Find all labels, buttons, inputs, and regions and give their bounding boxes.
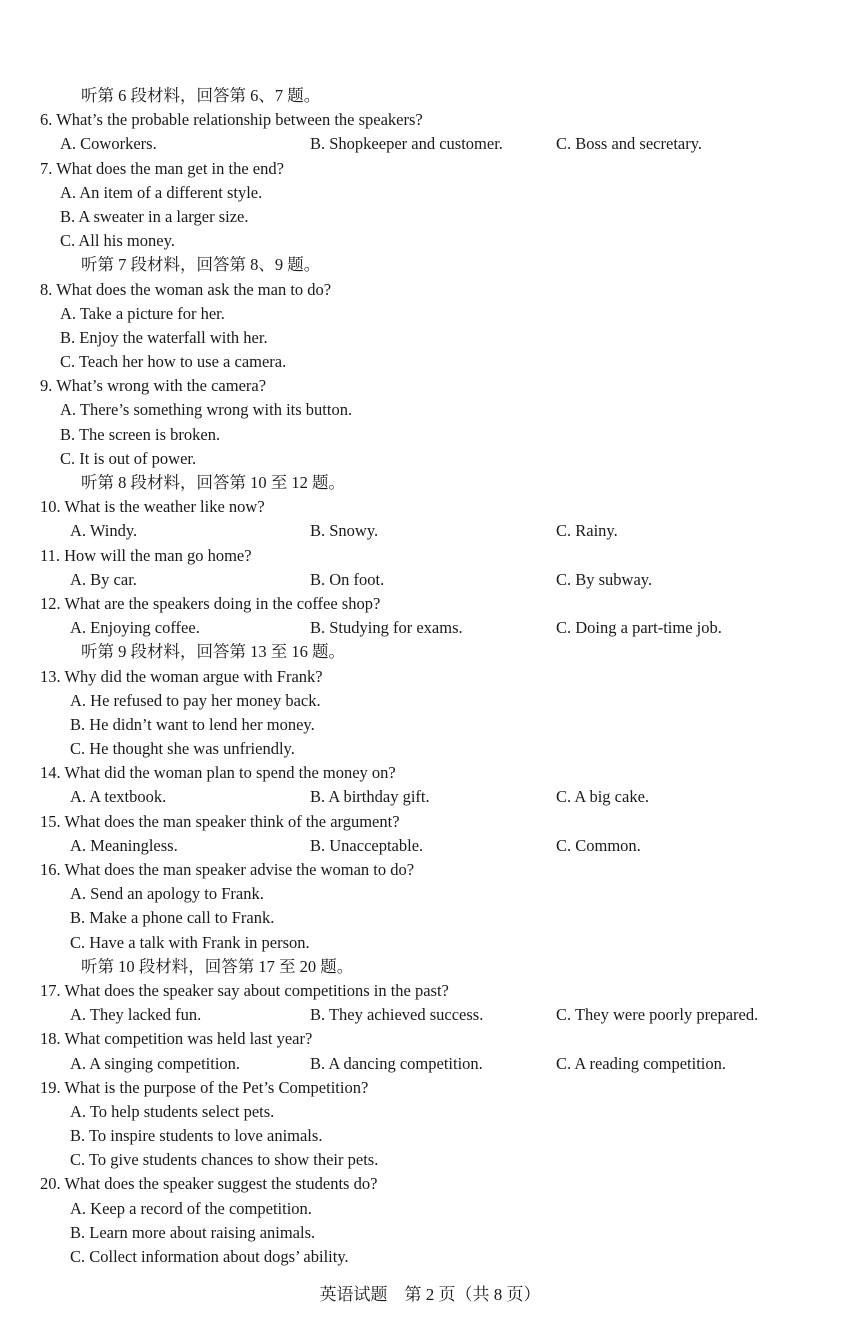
answer-option: A. Enjoying coffee. (70, 618, 200, 638)
answer-option: A. Keep a record of the competition. (70, 1198, 312, 1218)
section-heading: 听第 6 段材料，回答第 6、7 题。 (81, 86, 321, 105)
option-row (38, 519, 838, 543)
option-row (38, 568, 838, 592)
question-text: 15. What does the man speaker think of the argument? (40, 811, 400, 831)
answer-option: A. Send an apology to Frank. (70, 884, 264, 904)
question-text: 9. What’s wrong with the camera? (40, 376, 267, 396)
question-text: 14. What did the woman plan to spend the money on? (40, 763, 396, 783)
answer-option: C. A big cake. (556, 787, 650, 807)
answer-option: B. A birthday gift. (310, 787, 430, 807)
answer-option: A. An item of a different style. (60, 182, 263, 202)
answer-option: B. He didn’t want to lend her money. (70, 714, 315, 734)
answer-option: A. Take a picture for her. (60, 303, 225, 323)
answer-option: A. A textbook. (70, 787, 167, 807)
answer-option: B. They achieved success. (310, 1005, 484, 1025)
answer-option: C. By subway. (556, 569, 653, 589)
answer-option: C. It is out of power. (60, 448, 197, 468)
answer-option: A. They lacked fun. (70, 1005, 202, 1025)
answer-option: B. A sweater in a larger size. (60, 206, 249, 226)
question-list (38, 84, 838, 1269)
answer-option: C. A reading competition. (556, 1053, 727, 1073)
answer-option: C. Teach her how to use a camera. (60, 352, 287, 372)
question-text: 17. What does the speaker say about competitions in the past? (40, 980, 449, 1000)
section-heading: 听第 7 段材料，回答第 8、9 题。 (81, 255, 321, 275)
option-row (38, 1003, 838, 1027)
answer-option: A. By car. (70, 569, 137, 589)
question-text: 20. What does the speaker suggest the students do? (40, 1174, 378, 1194)
question-text: 10. What is the weather like now? (40, 497, 265, 517)
question-text: 18. What competition was held last year? (40, 1029, 313, 1049)
option-row (38, 834, 838, 858)
option-row (38, 132, 838, 156)
question-text: 13. Why did the woman argue with Frank? (40, 666, 323, 686)
answer-option: C. He thought she was unfriendly. (70, 739, 295, 759)
answer-option: B. Shopkeeper and customer. (310, 134, 503, 154)
answer-option: C. To give students chances to show their pets. (70, 1150, 379, 1170)
question-text: 7. What does the man get in the end? (40, 158, 284, 178)
page-footer: 英语试题 第 2 页（共 8 页） (319, 1285, 541, 1304)
question-text: 19. What is the purpose of the Pet’s Competition? (40, 1077, 369, 1097)
answer-option: C. Boss and secretary. (556, 134, 703, 154)
answer-option: A. There’s something wrong with its button. (60, 400, 353, 420)
question-text: 8. What does the woman ask the man to do? (40, 279, 332, 299)
answer-option: B. Studying for exams. (310, 618, 463, 638)
section-heading: 听第 10 段材料，回答第 17 至 20 题。 (81, 956, 354, 976)
answer-option: B. Enjoy the waterfall with her. (60, 327, 268, 347)
answer-option: A. Meaningless. (70, 835, 178, 855)
answer-option: C. Rainy. (556, 521, 618, 541)
section-heading: 听第 9 段材料，回答第 13 至 16 题。 (81, 642, 345, 662)
answer-option: C. Collect information about dogs’ ability. (70, 1247, 349, 1266)
answer-option: B. Learn more about raising animals. (70, 1222, 316, 1242)
answer-option: B. On foot. (310, 569, 385, 589)
question-text: 6. What’s the probable relationship between the speakers? (40, 110, 423, 130)
answer-option: B. A dancing competition. (310, 1053, 483, 1073)
option-row (38, 785, 838, 809)
answer-option: C. All his money. (60, 231, 175, 251)
answer-option: C. Doing a part-time job. (556, 618, 722, 638)
option-row (38, 1052, 838, 1076)
answer-option: B. Unacceptable. (310, 835, 424, 855)
answer-option: A. To help students select pets. (70, 1101, 275, 1121)
option-row (38, 616, 838, 640)
question-text: 11. How will the man go home? (40, 545, 252, 565)
section-heading: 听第 8 段材料，回答第 10 至 12 题。 (81, 473, 345, 492)
answer-option: C. Common. (556, 835, 641, 855)
answer-option: A. A singing competition. (70, 1053, 241, 1073)
answer-option: B. To inspire students to love animals. (70, 1126, 323, 1146)
answer-option: A. Windy. (70, 521, 138, 541)
question-text: 16. What does the man speaker advise the woman to do? (40, 860, 415, 879)
answer-option: A. He refused to pay her money back. (70, 690, 321, 710)
question-text: 12. What are the speakers doing in the coffee shop? (40, 593, 381, 613)
answer-option: C. They were poorly prepared. (556, 1005, 759, 1025)
answer-option: B. Snowy. (310, 521, 379, 541)
answer-option: B. Make a phone call to Frank. (70, 908, 275, 928)
answer-option: B. The screen is broken. (60, 424, 221, 444)
answer-option: C. Have a talk with Frank in person. (70, 932, 310, 952)
answer-option: A. Coworkers. (60, 134, 157, 154)
